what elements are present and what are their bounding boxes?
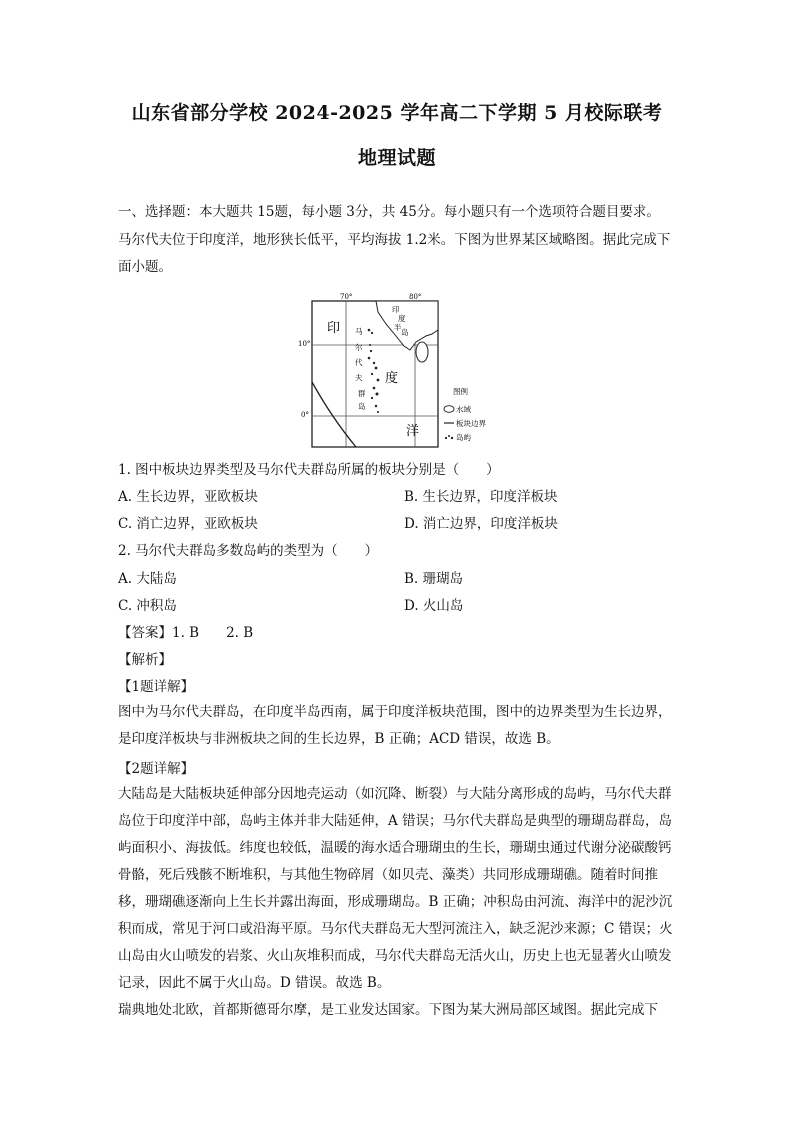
analysis-heading: 【解析】 [118, 652, 172, 668]
detail2-text: 大陆岛是大陆板块延伸部分因地壳运动（如沉降、断裂）与大陆分离形成的岛屿，马尔代夫群岛位于印度洋中部，岛屿主体并非大陆延伸，A 错误；马尔代夫群岛是典型的珊瑚岛群岛，岛屿面积小、海拔低。纬度也较低，温暖的海水适合珊瑚虫的生长，珊瑚虫通过代谢分泌碳酸钙骨骼，死后残骸不断堆积，与其他生物碎屑（如贝壳、藻类）共同形成珊瑚礁。随着时间推移，珊瑚礁逐渐向上生长并露出海面，形成珊瑚岛。B 正确；冲积岛由河流、海洋中的泥沙沉积而成，常见于河口或沿海平原。马尔代夫群岛无大型河流注入，缺乏泥沙来源；C 错误；火山岛由火山喷发的岩浆、火山灰堆积而成，马尔代夫群岛无活火山，历史上也无显著火山喷发记录，因此不属于火山岛。D 错误。故选 B。 [118, 786, 673, 991]
maldives-char-5: 群 [358, 389, 366, 398]
q1-option-d: D. 消亡边界，印度洋板块 [404, 516, 558, 532]
map-label-yin: 印 [327, 321, 341, 336]
lat-0-label: 0° [301, 411, 309, 419]
lat-10-label: 10° [298, 340, 311, 348]
region-map [298, 290, 500, 450]
intro-paragraph-1: 马尔代夫位于印度洋，地形狭长低平，平均海拔 1.2米。下图为世界某区域略图。据此完成下面小题。 [118, 232, 671, 275]
q2-stem: 2. 马尔代夫群岛多数岛屿的类型为（ ） [118, 543, 379, 559]
maldives-char-3: 代 [355, 358, 363, 367]
detail2-heading: 【2题详解】 [118, 761, 195, 777]
answer-line: 【答案】1. B 2. B [118, 625, 254, 641]
q1-stem: 1. 图中板块边界类型及马尔代夫群岛所属的板块分别是（ ） [118, 462, 500, 478]
q1-option-b: B. 生长边界，印度洋板块 [404, 489, 558, 505]
maldives-char-1: 马 [355, 327, 363, 336]
q2-option-b: B. 珊瑚岛 [404, 571, 464, 587]
region-map-svg [298, 290, 500, 450]
q2-option-a: A. 大陆岛 [118, 571, 177, 587]
q2-option-d: D. 火山岛 [404, 598, 464, 614]
intro-paragraph-2: 瑞典地处北欧，首都斯德哥尔摩，是工业发达国家。下图为某大洲局部区域图。据此完成下 [118, 1002, 658, 1018]
map-label-du: 度 [385, 371, 399, 386]
q1-option-a: A. 生长边界，亚欧板块 [118, 489, 258, 505]
legend-water-symbol [444, 406, 454, 413]
map-label-yang: 洋 [406, 424, 420, 439]
legend-water-label: 水域 [456, 405, 471, 414]
q2-option-c: C. 冲积岛 [118, 598, 177, 614]
sri-lanka [416, 342, 428, 362]
q1-option-c: C. 消亡边界，亚欧板块 [118, 516, 258, 532]
legend-boundary-label: 板块边界 [456, 419, 486, 428]
detail1-text: 图中为马尔代夫群岛，在印度半岛西南，属于印度洋板块范围，图中的边界类型为生长边界，是印度洋板块与非洲板块之间的生长边界，B 正确；ACD 错误，故选 B。 [118, 704, 672, 747]
exam-subtitle: 地理试题 [357, 147, 436, 169]
exam-title: 山东省部分学校 2024-2025 学年高二下学期 5 月校际联考 [131, 102, 663, 124]
detail1-heading: 【1题详解】 [118, 679, 195, 695]
maldives-char-2: 尔 [355, 343, 363, 352]
maldives-char-4: 夫 [355, 373, 363, 382]
peninsula-char-4: 岛 [401, 328, 409, 337]
lon-80-label: 80° [409, 293, 422, 301]
peninsula-char-3: 半 [394, 323, 402, 332]
section-header: 一、选择题：本大题共 15题，每小题 3分，共 45分。每小题只有一个选项符合题目要求。 [118, 204, 660, 220]
legend-island-symbol [445, 435, 453, 439]
legend-island-label: 岛屿 [456, 433, 471, 442]
legend-title: 图例 [453, 387, 468, 396]
lon-70-label: 70° [340, 293, 353, 301]
peninsula-char-2: 度 [398, 314, 406, 323]
peninsula-char-1: 印 [392, 305, 400, 314]
maldives-char-6: 岛 [358, 402, 366, 411]
